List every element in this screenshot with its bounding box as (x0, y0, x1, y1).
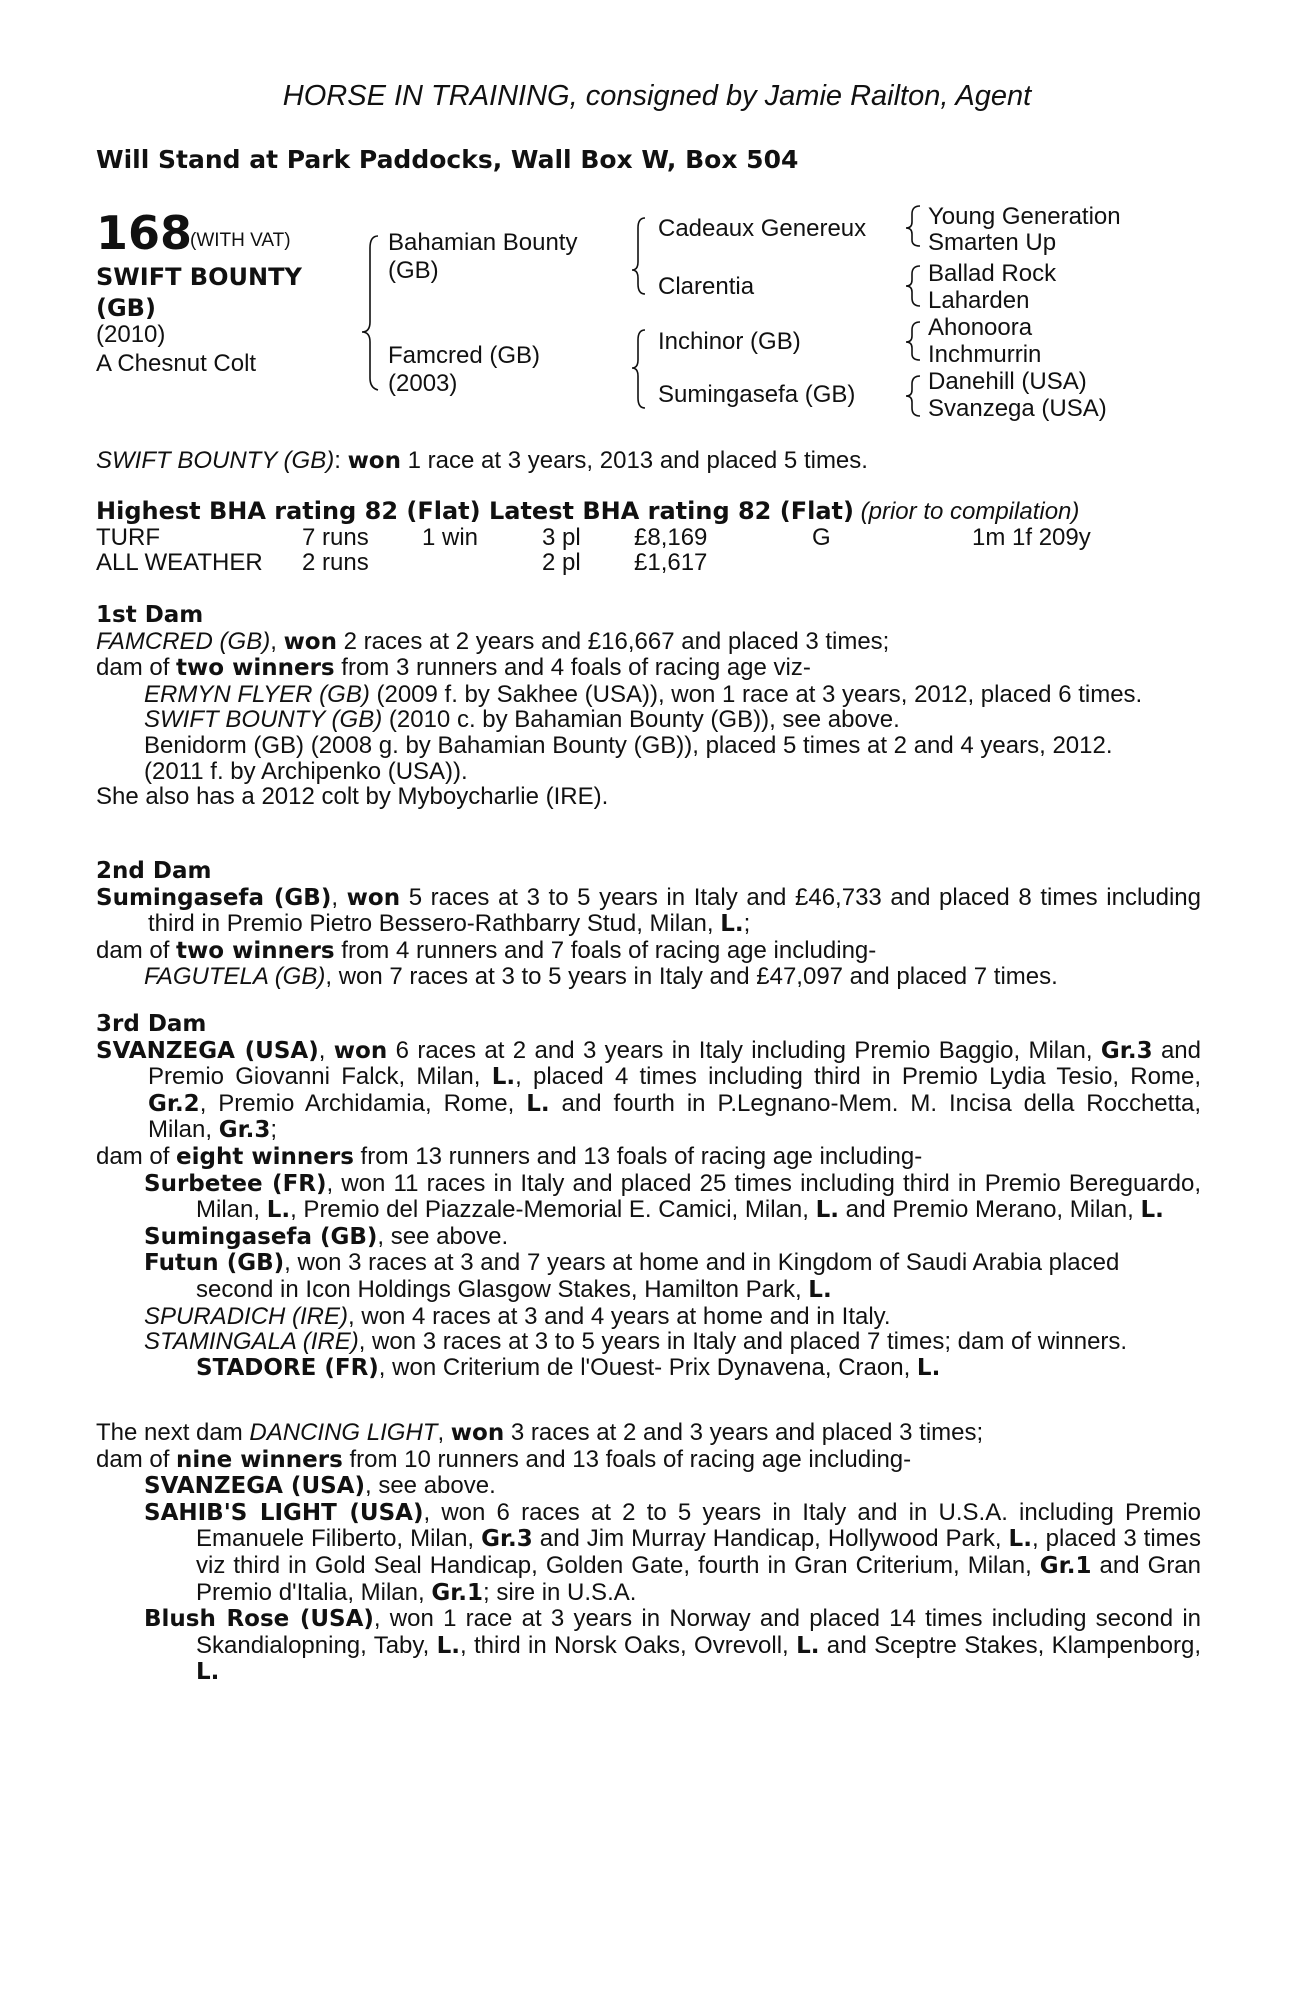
produce-sahibs-light: SAHIB'S LIGHT (USA) (144, 1499, 424, 1526)
third-dam-gr2: Gr.2 (148, 1090, 200, 1117)
pedigree-dam-dam: Sumingasefa (GB) (658, 381, 856, 408)
produce-blush-rose-t3: and Sceptre Stakes, Klampenborg, (819, 1631, 1201, 1659)
third-dam-runners: from 13 runners and 13 foals of racing age including- (353, 1142, 923, 1170)
third-dam-t3: , placed 4 times including third in Premio Lydia Tesio, Rome, (515, 1063, 1201, 1091)
third-dam-section (96, 1012, 1201, 1381)
second-dam-damof: dam of (96, 936, 177, 964)
summary-name: SWIFT BOUNTY (GB) (96, 447, 335, 474)
first-dam-comma: , (270, 627, 277, 655)
produce-sahibs-light-gr3: Gr.3 (481, 1526, 533, 1553)
produce-stamingala-text: , won 3 races at 3 to 5 years in Italy and placed 7 times; dam of winners. (358, 1328, 1128, 1356)
ratings-cell-placed: 3 pl (542, 523, 581, 551)
produce-surbetee-t3: and Premio Merano, Milan, (838, 1196, 1141, 1224)
produce-sahibs-light-t1: , won 6 races at 2 to 5 years in Italy and in U.S.A. including Premio Emanuele Filiberto, Milan, (196, 1498, 1202, 1553)
ratings-block (96, 499, 1201, 576)
third-dam-name: SVANZEGA (USA) (96, 1037, 319, 1064)
pedigree-g2: Smarten Up (928, 229, 1057, 256)
first-dam-text: 2 races at 2 years and £16,667 and placed 3 times; (337, 627, 890, 655)
ratings-note: (prior to compilation) (860, 498, 1080, 525)
ratings-cell-distance: 1m 1f 209y (972, 523, 1091, 551)
ratings-cell-runs: 2 runs (302, 549, 369, 577)
first-dam-winners: two winners (176, 655, 335, 682)
summary-colon: : (334, 447, 341, 474)
third-dam-t2: and Premio Giovanni Falck, Milan, (148, 1036, 1202, 1091)
produce-stamingala: STAMINGALA (IRE) (144, 1328, 359, 1356)
produce-blush-rose: Blush Rose (USA) (144, 1606, 374, 1633)
produce-surbetee: Surbetee (FR) (144, 1170, 327, 1197)
third-dam-t5: and fourth in P.Legnano-Mem. M. Incisa della Rocchetta, Milan, (148, 1089, 1201, 1144)
ratings-cell-runs: 7 runs (302, 523, 369, 551)
second-dam-runners: from 4 runners and 7 foals of racing age including- (334, 936, 877, 964)
second-dam-semi: ; (743, 910, 751, 938)
produce-svanzega-text: , see above. (365, 1472, 496, 1500)
second-dam-heading: 2nd Dam (96, 858, 212, 884)
first-dam-runners: from 3 runners and 4 foals of racing age viz- (334, 654, 811, 682)
produce-stadore-text: , won Criterium de l'Ouest- Prix Dynavena, Craon, (378, 1353, 917, 1381)
produce-swift-bounty: SWIFT BOUNTY (GB) (144, 706, 383, 734)
bracket-g34 (906, 266, 920, 306)
produce-surbetee-L1: L. (266, 1197, 291, 1224)
ratings-row (96, 525, 1172, 551)
pedigree-sire-dam: Clarentia (658, 273, 755, 300)
ratings-cell-placed: 2 pl (542, 549, 581, 577)
ratings-cell-wins: 1 win (422, 523, 479, 551)
second-dam-comma: , (331, 883, 339, 911)
produce-stadore: STADORE (FR) (196, 1354, 379, 1381)
produce-blush-rose-L1: L. (436, 1632, 461, 1659)
produce-blush-rose-L2: L. (796, 1632, 820, 1659)
second-dam-winners: two winners (176, 937, 335, 964)
second-dam-text: 5 races at 3 to 5 years in Italy and £46,733 and placed 8 times including third in Premio Pietro Bessero-Rathbarry Stud, Milan, (148, 883, 1202, 938)
pedigree-g3: Ballad Rock (928, 260, 1057, 287)
produce-ermyn-flyer-text: (2009 f. by Sakhee (USA)), won 1 race at 3 years, 2012, placed 6 times. (369, 680, 1143, 708)
first-dam-name: FAMCRED (GB) (96, 627, 271, 655)
third-dam-winners: eight winners (176, 1143, 354, 1170)
produce-blush-rose-t2: , third in Norsk Oaks, Ovrevoll, (460, 1631, 797, 1659)
pedigree-g7: Danehill (USA) (928, 368, 1087, 395)
first-dam-won: won (283, 628, 337, 655)
bracket-g12 (906, 206, 920, 246)
produce-surbetee-t2: , Premio del Piazzale-Memorial E. Camici, Milan, (290, 1196, 816, 1224)
produce-sahibs-light-gr1a: Gr.1 (1039, 1552, 1092, 1579)
third-dam-gr3a: Gr.3 (1100, 1037, 1153, 1064)
third-dam-gr3b: Gr.3 (218, 1117, 271, 1144)
vat-note: (WITH VAT) (190, 230, 291, 251)
ratings-heading: Highest BHA rating 82 (Flat) Latest BHA rating 82 (Flat) (96, 497, 854, 525)
produce-sahibs-light-t5: ; sire in U.S.A. (483, 1578, 637, 1606)
next-dam-damof: dam of (96, 1445, 177, 1473)
produce-blush-rose-t1: , won 1 race at 3 years in Norway and placed 14 times including second in Skandialopning, Taby, (196, 1605, 1201, 1659)
second-dam-won: won (346, 884, 401, 911)
produce-futun: Futun (GB) (144, 1250, 285, 1277)
second-dam-name: Sumingasefa (GB) (96, 884, 332, 911)
next-dam-comma: , (437, 1419, 445, 1446)
second-dam-section (96, 859, 1201, 990)
produce-swift-bounty-text: (2010 c. by Bahamian Bounty (GB)), see above. (382, 706, 900, 734)
stand-location: Will Stand at Park Paddocks, Wall Box W, Box 504 (96, 145, 799, 174)
produce-sahibs-light-t4: and Gran Premio d'Italia, Milan, (196, 1551, 1202, 1606)
ratings-cell-prize: £8,169 (634, 523, 708, 551)
produce-sahibs-light-t3: , placed 3 times viz third in Gold Seal Handicap, Golden Gate, fourth in Gran Criterium, Milan, (196, 1525, 1201, 1579)
produce-fagutela: FAGUTELA (GB) (144, 963, 326, 991)
next-dam-winners: nine winners (176, 1446, 343, 1473)
horse-description: A Chesnut Colt (96, 350, 257, 377)
next-dam-text: 3 races at 2 and 3 years and placed 3 times; (504, 1419, 984, 1446)
produce-blush-rose-L3: L. (196, 1659, 220, 1686)
pedigree-dam-year: (2003) (388, 370, 458, 397)
horse-year: (2010) (96, 321, 166, 348)
pedigree-g5: Ahonoora (928, 314, 1033, 341)
ratings-table (96, 525, 1172, 576)
third-dam-won: won (333, 1037, 388, 1064)
produce-sahibs-light-gr1b: Gr.1 (431, 1579, 484, 1606)
second-dam-listed: L. (720, 911, 744, 938)
ratings-cell-distance (972, 550, 1172, 576)
third-dam-damof: dam of (96, 1142, 177, 1170)
produce-surbetee-L3: L. (1140, 1197, 1164, 1224)
third-dam-comma: , (318, 1036, 326, 1064)
ratings-cell-prize: £1,617 (634, 549, 708, 577)
produce-spuradich: SPURADICH (IRE) (144, 1302, 349, 1330)
produce-2011-filly: (2011 f. by Archipenko (USA)). (144, 757, 468, 785)
pedigree-sire: Bahamian Bounty (388, 229, 578, 256)
ratings-cell-going (812, 550, 972, 576)
bracket-g56 (906, 322, 920, 360)
ratings-cell-surface: ALL WEATHER (96, 549, 263, 577)
first-dam-heading: 1st Dam (96, 602, 204, 628)
next-dam-won: won (450, 1420, 505, 1446)
produce-sumingasefa: Sumingasefa (GB) (144, 1223, 378, 1250)
produce-svanzega: SVANZEGA (USA) (144, 1473, 365, 1500)
next-dam-runners: from 10 runners and 13 foals of racing age including- (342, 1445, 912, 1473)
bracket-sire (632, 218, 645, 294)
first-dam-section (96, 603, 1201, 810)
third-dam-semi: ; (270, 1116, 278, 1144)
horse-info (96, 320, 336, 378)
summary-text: 1 race at 3 years, 2013 and placed 5 times. (401, 447, 868, 474)
produce-surbetee-t1: , won 11 races in Italy and placed 25 times including third in Premio Bereguardo, Milan, (196, 1169, 1201, 1224)
summary-won: won (347, 448, 401, 474)
page-title: HORSE IN TRAINING, consigned by Jamie Railton, Agent (282, 80, 1032, 112)
first-dam-also: She also has a 2012 colt by Myboycharlie (IRE). (96, 783, 609, 811)
third-dam-L1: L. (491, 1064, 516, 1091)
produce-fagutela-text: , won 7 races at 3 to 5 years in Italy and £47,097 and placed 7 times. (325, 963, 1058, 991)
pedigree-dam-sire: Inchinor (GB) (658, 328, 801, 355)
pedigree-sire-country: (GB) (388, 257, 439, 284)
produce-ermyn-flyer: ERMYN FLYER (GB) (144, 680, 370, 708)
bracket-dam (632, 330, 645, 408)
third-dam-t1: 6 races at 2 and 3 years in Italy including Premio Baggio, Milan, (387, 1036, 1101, 1064)
next-dam-intro: The next dam (96, 1419, 250, 1446)
pedigree-g1: Young Generation (928, 203, 1121, 230)
pedigree-g4: Laharden (928, 287, 1030, 314)
next-dam-section (96, 1420, 1201, 1686)
pedigree-dam: Famcred (GB) (388, 342, 541, 369)
race-summary (96, 448, 1201, 475)
horse-name: SWIFT BOUNTY (GB) (96, 263, 302, 322)
produce-futun-text: , won 3 races at 3 and 7 years at home and in Kingdom of Saudi Arabia placed second in Icon Holdings Glasgow Stakes, Hamilton Park, (196, 1249, 1120, 1303)
produce-spuradich-text: , won 4 races at 3 and 4 years at home and in Italy. (348, 1302, 891, 1330)
ratings-cell-wins (422, 550, 542, 576)
produce-stadore-L: L. (916, 1354, 941, 1381)
produce-sahibs-light-L: L. (1008, 1526, 1032, 1553)
produce-sahibs-light-t2: and Jim Murray Handicap, Hollywood Park, (532, 1525, 1009, 1553)
third-dam-t4: , Premio Archidamia, Rome, (199, 1089, 527, 1117)
bracket-main (362, 236, 378, 390)
first-dam-damof: dam of (96, 654, 177, 682)
ratings-row (96, 550, 1172, 576)
produce-benidorm: Benidorm (GB) (2008 g. by Bahamian Bounty (GB)), placed 5 times at 2 and 4 years, 2012. (144, 731, 1113, 759)
produce-surbetee-L2: L. (815, 1197, 839, 1224)
ratings-cell-surface: TURF (96, 523, 160, 551)
ratings-cell-going: G (812, 523, 831, 551)
produce-sumingasefa-text: , see above. (377, 1222, 509, 1250)
pedigree-sire-sire: Cadeaux Genereux (658, 215, 867, 242)
bracket-g78 (906, 376, 920, 416)
third-dam-heading: 3rd Dam (96, 1011, 207, 1037)
produce-futun-L: L. (808, 1276, 832, 1303)
lot-number: 168 (96, 206, 193, 260)
pedigree-g8: Svanzega (USA) (928, 395, 1107, 422)
third-dam-L2: L. (526, 1090, 550, 1117)
pedigree-g6: Inchmurrin (928, 341, 1042, 368)
next-dam-name: DANCING LIGHT (249, 1419, 438, 1446)
